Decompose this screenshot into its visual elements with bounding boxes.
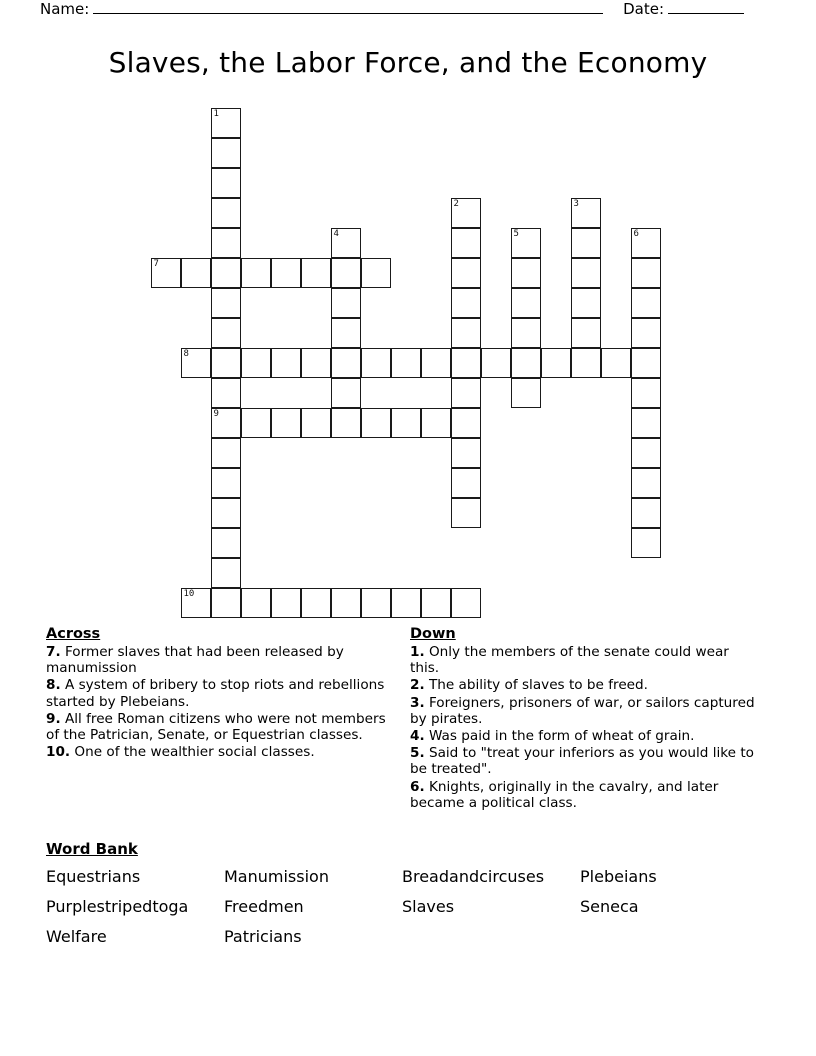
across-clue-9 xyxy=(46,711,396,743)
word-bank-word: Plebeians xyxy=(580,867,657,886)
crossword-cell[interactable] xyxy=(331,228,361,258)
crossword-cell[interactable] xyxy=(451,408,481,438)
clue-number: 4. xyxy=(410,728,425,745)
crossword-cell[interactable] xyxy=(631,468,661,498)
crossword-cell[interactable] xyxy=(241,588,271,618)
crossword-cell[interactable] xyxy=(511,318,541,348)
across-heading: Across xyxy=(46,626,101,642)
clue-text: One of the wealthier social classes. xyxy=(70,744,315,761)
word-bank-word: Manumission xyxy=(224,867,329,886)
crossword-cell[interactable] xyxy=(181,258,211,288)
crossword-cell[interactable] xyxy=(181,348,211,378)
down-clue-list xyxy=(410,644,755,811)
crossword-cell[interactable] xyxy=(421,408,451,438)
clue-number: 3. xyxy=(410,694,425,711)
crossword-cell[interactable] xyxy=(301,408,331,438)
down-clue-4 xyxy=(410,728,755,744)
clue-number: 9. xyxy=(46,710,61,727)
crossword-cell[interactable] xyxy=(451,468,481,498)
crossword-cell[interactable] xyxy=(361,408,391,438)
clue-number: 1. xyxy=(410,644,425,660)
crossword-cell[interactable] xyxy=(631,528,661,558)
crossword-cell[interactable] xyxy=(211,468,241,498)
crossword-cell[interactable] xyxy=(571,288,601,318)
crossword-cell[interactable] xyxy=(211,408,241,438)
crossword-clue-number: 2 xyxy=(453,199,459,209)
crossword-cell[interactable] xyxy=(451,378,481,408)
crossword-cell[interactable] xyxy=(511,258,541,288)
across-clue-10 xyxy=(46,744,396,760)
crossword-cell[interactable] xyxy=(181,588,211,618)
crossword-cell[interactable] xyxy=(151,258,181,288)
word-bank-section xyxy=(46,840,766,946)
crossword-cell[interactable] xyxy=(211,318,241,348)
clue-text: Knights, originally in the cavalry, and later became a political class. xyxy=(410,778,719,811)
word-bank-word: Purplestripedtoga xyxy=(46,897,189,916)
clue-text: Only the members of the senate could wear this. xyxy=(410,644,729,677)
crossword-cell[interactable] xyxy=(301,588,331,618)
crossword-cell[interactable] xyxy=(421,348,451,378)
crossword-cell[interactable] xyxy=(241,258,271,288)
down-clue-6 xyxy=(410,779,755,811)
crossword-clue-number: 3 xyxy=(573,199,579,209)
clues-section xyxy=(0,626,816,831)
clue-text: All free Roman citizens who were not members of the Patrician, Senate, or Equestrian classes. xyxy=(46,710,386,744)
crossword-cell[interactable] xyxy=(331,378,361,408)
crossword-cell[interactable] xyxy=(241,408,271,438)
crossword-cell[interactable] xyxy=(391,588,421,618)
crossword-cell[interactable] xyxy=(451,258,481,288)
crossword-cell[interactable] xyxy=(361,588,391,618)
word-bank-word: Slaves xyxy=(402,897,455,916)
crossword-cell[interactable] xyxy=(631,378,661,408)
across-clues-column xyxy=(46,626,396,761)
crossword-clue-number: 10 xyxy=(183,589,195,599)
crossword-cell[interactable] xyxy=(301,348,331,378)
crossword-cell[interactable] xyxy=(601,348,631,378)
crossword-cell[interactable] xyxy=(481,348,511,378)
crossword-cell[interactable] xyxy=(571,348,601,378)
word-bank-word: Equestrians xyxy=(46,867,141,886)
name-label: Name: xyxy=(40,0,90,18)
crossword-cell[interactable] xyxy=(451,198,481,228)
clue-text: Said to "treat your inferiors as you would like to be treated". xyxy=(410,745,755,778)
crossword-cell[interactable] xyxy=(211,498,241,528)
date-write-line[interactable] xyxy=(668,2,744,14)
crossword-cell[interactable] xyxy=(571,228,601,258)
crossword-cell[interactable] xyxy=(451,348,481,378)
crossword-clue-number: 6 xyxy=(633,229,639,239)
crossword-cell[interactable] xyxy=(331,588,361,618)
clue-number: 8. xyxy=(46,677,61,694)
crossword-cell[interactable] xyxy=(211,138,241,168)
down-clue-3 xyxy=(410,695,755,727)
crossword-cell[interactable] xyxy=(451,228,481,258)
crossword-cell[interactable] xyxy=(301,258,331,288)
crossword-cell[interactable] xyxy=(331,258,361,288)
crossword-cell[interactable] xyxy=(571,258,601,288)
crossword-cell[interactable] xyxy=(631,348,661,378)
crossword-cell[interactable] xyxy=(211,378,241,408)
crossword-cell[interactable] xyxy=(631,318,661,348)
crossword-cell[interactable] xyxy=(211,558,241,588)
crossword-cell[interactable] xyxy=(571,318,601,348)
crossword-cell[interactable] xyxy=(421,588,451,618)
crossword-clue-number: 9 xyxy=(213,409,219,419)
crossword-cell[interactable] xyxy=(211,258,241,288)
clue-text: A system of bribery to stop riots and rebellions started by Plebeians. xyxy=(46,677,385,710)
down-heading: Down xyxy=(410,626,456,642)
crossword-cell[interactable] xyxy=(331,318,361,348)
crossword-cell[interactable] xyxy=(241,348,271,378)
crossword-cell[interactable] xyxy=(391,408,421,438)
clue-text: Foreigners, prisoners of war, or sailors captured by pirates. xyxy=(410,694,755,727)
down-clues-column xyxy=(410,626,755,812)
crossword-cell[interactable] xyxy=(361,258,391,288)
crossword-cell[interactable] xyxy=(631,288,661,318)
crossword-clue-number: 8 xyxy=(183,349,189,359)
clue-number: 7. xyxy=(46,644,61,660)
clue-number: 10. xyxy=(46,744,71,761)
date-label: Date: xyxy=(623,0,664,18)
word-bank-word: Breadandcircuses xyxy=(402,867,545,886)
word-bank-word: Seneca xyxy=(580,897,639,916)
clue-text: Former slaves that had been released by manumission xyxy=(46,644,344,677)
across-clue-list xyxy=(46,644,396,760)
down-clue-2 xyxy=(410,677,755,693)
name-date-row xyxy=(40,0,746,30)
crossword-cell[interactable] xyxy=(211,348,241,378)
crossword-cell[interactable] xyxy=(331,408,361,438)
crossword-cell[interactable] xyxy=(211,588,241,618)
crossword-cell[interactable] xyxy=(211,288,241,318)
down-clue-5 xyxy=(410,745,755,777)
name-write-line[interactable] xyxy=(93,2,603,14)
crossword-clue-number: 7 xyxy=(153,259,159,269)
clue-text: Was paid in the form of wheat of grain. xyxy=(424,728,695,745)
crossword-cell[interactable] xyxy=(211,198,241,228)
crossword-cell[interactable] xyxy=(331,288,361,318)
crossword-cell[interactable] xyxy=(511,378,541,408)
crossword-clue-number: 4 xyxy=(333,229,339,239)
crossword-cell[interactable] xyxy=(211,108,241,138)
crossword-cell[interactable] xyxy=(451,438,481,468)
clue-number: 5. xyxy=(410,745,425,762)
crossword-cell[interactable] xyxy=(451,498,481,528)
crossword-cell[interactable] xyxy=(211,438,241,468)
crossword-clue-number: 5 xyxy=(513,229,519,239)
crossword-cell[interactable] xyxy=(571,198,601,228)
clue-text: The ability of slaves to be freed. xyxy=(424,677,648,694)
crossword-grid xyxy=(151,108,691,618)
crossword-cell[interactable] xyxy=(511,228,541,258)
crossword-cell[interactable] xyxy=(361,348,391,378)
word-bank-word: Patricians xyxy=(224,927,302,946)
crossword-cell[interactable] xyxy=(451,318,481,348)
crossword-cell[interactable] xyxy=(271,408,301,438)
crossword-cell[interactable] xyxy=(631,438,661,468)
crossword-cell[interactable] xyxy=(211,168,241,198)
crossword-cell[interactable] xyxy=(631,258,661,288)
crossword-cell[interactable] xyxy=(211,228,241,258)
crossword-cell[interactable] xyxy=(451,288,481,318)
clue-number: 2. xyxy=(410,677,425,694)
page-title: Slaves, the Labor Force, and the Economy xyxy=(108,46,708,79)
crossword-cell[interactable] xyxy=(271,348,301,378)
across-clue-7 xyxy=(46,644,396,676)
crossword-cell[interactable] xyxy=(631,498,661,528)
crossword-cell[interactable] xyxy=(541,348,571,378)
crossword-cell[interactable] xyxy=(391,348,421,378)
crossword-cell[interactable] xyxy=(511,348,541,378)
crossword-cell[interactable] xyxy=(331,348,361,378)
crossword-cell[interactable] xyxy=(271,258,301,288)
down-clue-1 xyxy=(410,644,755,676)
crossword-cell[interactable] xyxy=(271,588,301,618)
crossword-cell[interactable] xyxy=(211,528,241,558)
crossword-cell[interactable] xyxy=(631,228,661,258)
word-bank-word: Welfare xyxy=(46,927,107,946)
word-bank-heading: Word Bank xyxy=(46,840,138,858)
crossword-cell[interactable] xyxy=(451,588,481,618)
crossword-clue-number: 1 xyxy=(213,109,219,119)
crossword-cell[interactable] xyxy=(631,408,661,438)
clue-number: 6. xyxy=(410,778,425,795)
word-bank-word: Freedmen xyxy=(224,897,304,916)
crossword-cell[interactable] xyxy=(511,288,541,318)
across-clue-8 xyxy=(46,677,396,709)
word-bank-grid xyxy=(46,867,766,946)
